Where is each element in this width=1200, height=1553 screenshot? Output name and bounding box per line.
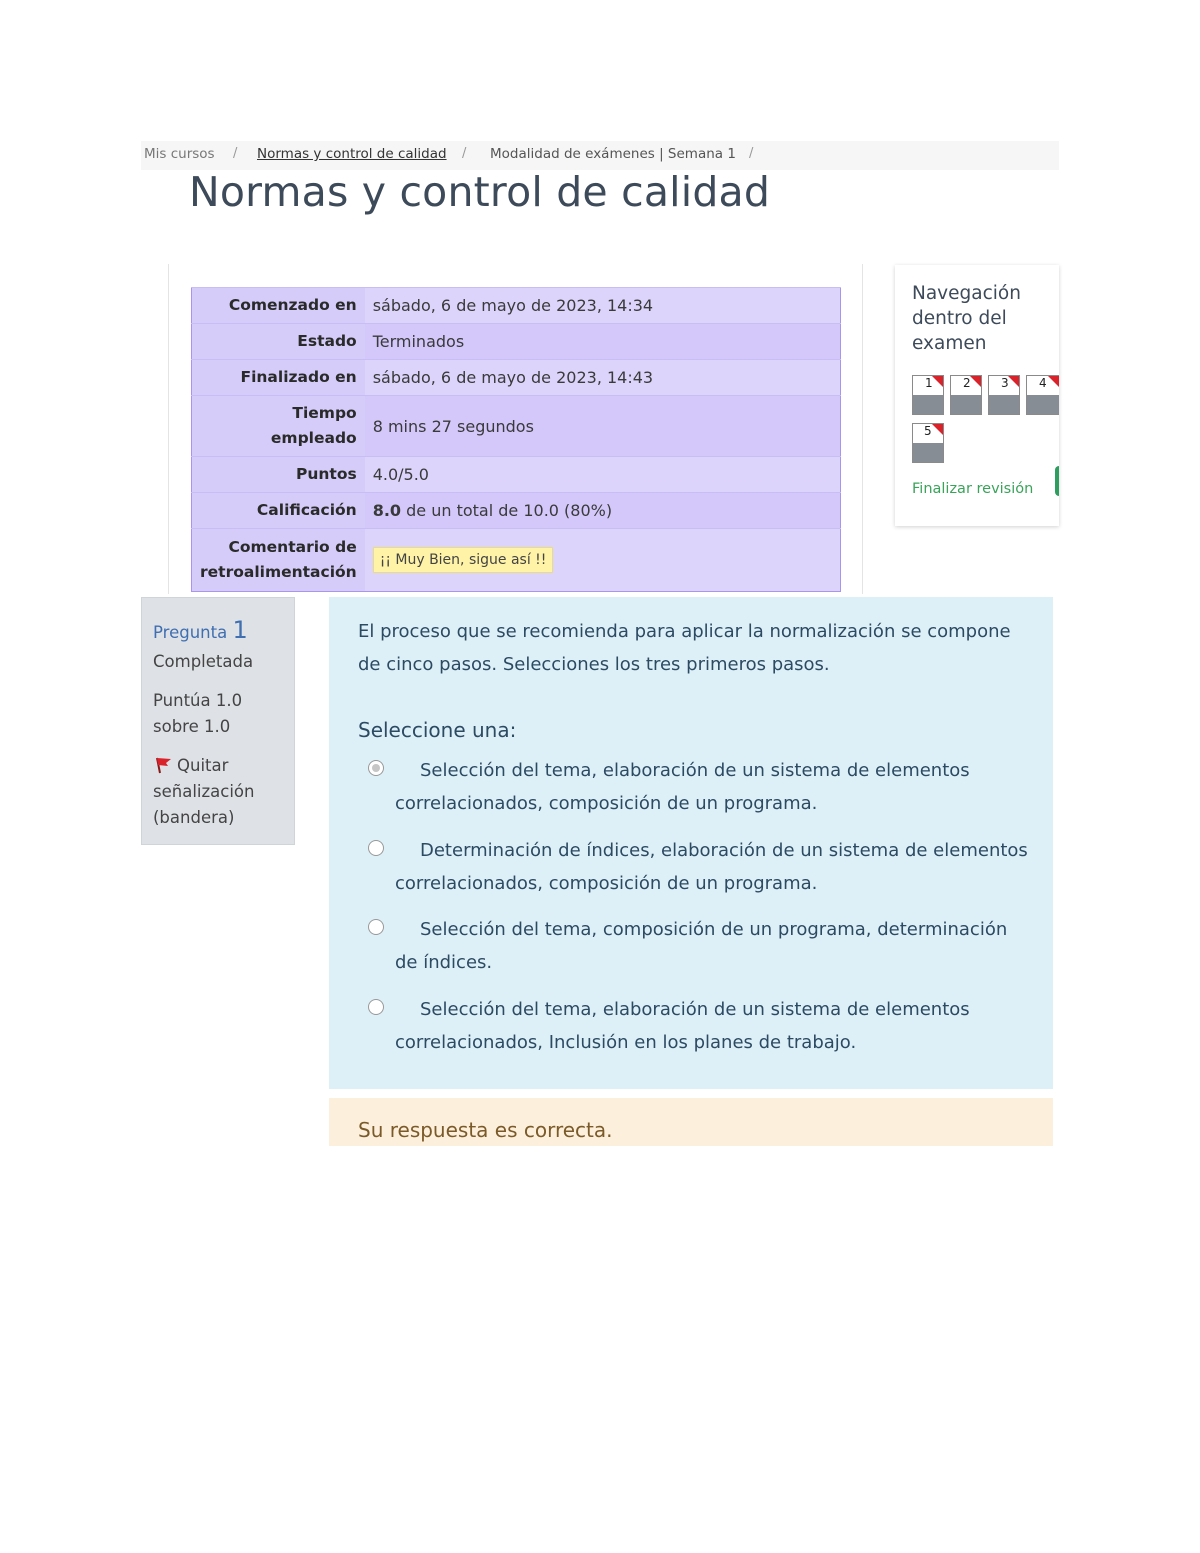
summary-row-feedback — [192, 529, 841, 592]
question-score-line: sobre 1.0 — [153, 717, 231, 736]
summary-row-finished — [192, 360, 841, 396]
summary-label — [192, 529, 365, 592]
answer-radio-4[interactable] — [368, 999, 384, 1015]
summary-value: sábado, 6 de mayo de 2023, 14:43 — [365, 360, 841, 396]
summary-value: 4.0/5.0 — [365, 457, 841, 493]
content-frame-left — [168, 264, 169, 594]
summary-label: Puntos — [192, 457, 365, 493]
summary-row-state — [192, 324, 841, 360]
nav-question-number: 2 — [963, 376, 971, 390]
summary-label: Finalizado en — [192, 360, 365, 396]
grade-value: 8.0 — [372, 501, 402, 520]
summary-row-grade — [192, 493, 841, 529]
breadcrumb-separator: / — [749, 146, 754, 161]
attempt-summary-table — [191, 287, 841, 592]
nav-question-status-bar — [951, 395, 981, 414]
summary-value: 8 mins 27 segundos — [365, 396, 841, 457]
finish-review-link[interactable]: Finalizar revisión — [912, 481, 1034, 497]
nav-question-number: 5 — [924, 424, 932, 438]
nav-question-number: 3 — [1001, 376, 1009, 390]
nav-question-number: 4 — [1039, 376, 1047, 390]
question-score-line: Puntúa 1.0 — [153, 691, 243, 710]
breadcrumb-separator: / — [233, 146, 238, 161]
flag-icon — [1008, 376, 1019, 387]
nav-question-status-bar — [1027, 395, 1059, 414]
nav-question-status-bar — [913, 443, 943, 462]
question-number: 1 — [232, 616, 248, 644]
remove-flag-link[interactable] — [153, 753, 288, 831]
nav-question-2[interactable] — [950, 375, 982, 415]
question-text: El proceso que se recomienda para aplicar la normalización se compone de cinco pasos. Selecciones los tres primeros pasos. — [358, 621, 1011, 675]
summary-value — [365, 529, 841, 592]
summary-row-started — [192, 288, 841, 324]
summary-label — [192, 396, 365, 457]
question-label: Pregunta — [153, 623, 228, 642]
select-one-prompt: Seleccione una: — [358, 718, 517, 742]
summary-value — [365, 493, 841, 529]
flag-icon — [932, 376, 943, 387]
summary-label: Comenzado en — [192, 288, 365, 324]
summary-label-line: Tiempo — [292, 404, 357, 422]
page-title: Normas y control de calidad — [189, 168, 771, 216]
remove-flag-text: señalización — [153, 782, 255, 801]
grade-total: de un total de 10.0 (80%) — [401, 501, 613, 520]
nav-question-4[interactable] — [1026, 375, 1059, 415]
breadcrumb-course[interactable]: Normas y control de calidad — [257, 146, 447, 162]
summary-label-line: empleado — [270, 429, 357, 447]
feedback-badge: ¡¡ Muy Bien, sigue así !! — [373, 547, 554, 573]
breadcrumb-my-courses[interactable]: Mis cursos — [144, 146, 215, 162]
nav-question-status-bar — [989, 395, 1019, 414]
answer-option-4[interactable]: Selección del tema, elaboración de un sistema de elementos correlacionados, Inclusión en los planes de trabajo. — [395, 999, 970, 1053]
nav-toggle-button[interactable] — [1055, 466, 1059, 496]
content-frame-right — [862, 264, 863, 594]
nav-question-number: 1 — [925, 376, 933, 390]
flag-icon — [1048, 376, 1059, 387]
answer-option-1[interactable]: Selección del tema, elaboración de un sistema de elementos correlacionados, composición de un programa. — [395, 760, 970, 814]
answer-option-3[interactable]: Selección del tema, composición de un programa, determinación de índices. — [395, 919, 1008, 973]
answer-radio-2[interactable] — [368, 840, 384, 856]
remove-flag-text: (bandera) — [153, 808, 235, 827]
nav-question-3[interactable] — [988, 375, 1020, 415]
breadcrumb-section[interactable]: Modalidad de exámenes | Semana 1 — [490, 146, 736, 162]
flag-icon — [932, 424, 943, 435]
answer-radio-3[interactable] — [368, 919, 384, 935]
remove-flag-text: Quitar — [177, 756, 229, 775]
question-status: Completada — [153, 652, 254, 671]
summary-row-time-taken — [192, 396, 841, 457]
summary-label: Estado — [192, 324, 365, 360]
flag-icon — [970, 376, 981, 387]
answer-radio-1[interactable] — [368, 760, 384, 776]
question-number-label — [153, 616, 248, 644]
flag-icon — [153, 756, 173, 774]
breadcrumb-separator: / — [462, 146, 467, 161]
quiz-navigation-title: Navegación dentro del examen — [912, 283, 1021, 354]
nav-question-5[interactable] — [912, 423, 944, 463]
summary-row-points — [192, 457, 841, 493]
feedback-text: Su respuesta es correcta. — [358, 1118, 613, 1142]
answer-option-2[interactable]: Determinación de índices, elaboración de un sistema de elementos correlacionados, composición de un programa. — [395, 840, 1028, 894]
nav-question-status-bar — [913, 395, 943, 414]
summary-value: Terminados — [365, 324, 841, 360]
summary-label-line: retroalimentación — [200, 563, 357, 581]
remove-flag-line-1 — [153, 753, 288, 779]
summary-value: sábado, 6 de mayo de 2023, 14:34 — [365, 288, 841, 324]
summary-label-line: Comentario de — [228, 538, 357, 556]
question-score — [153, 688, 283, 740]
summary-label: Calificación — [192, 493, 365, 529]
nav-question-1[interactable] — [912, 375, 944, 415]
